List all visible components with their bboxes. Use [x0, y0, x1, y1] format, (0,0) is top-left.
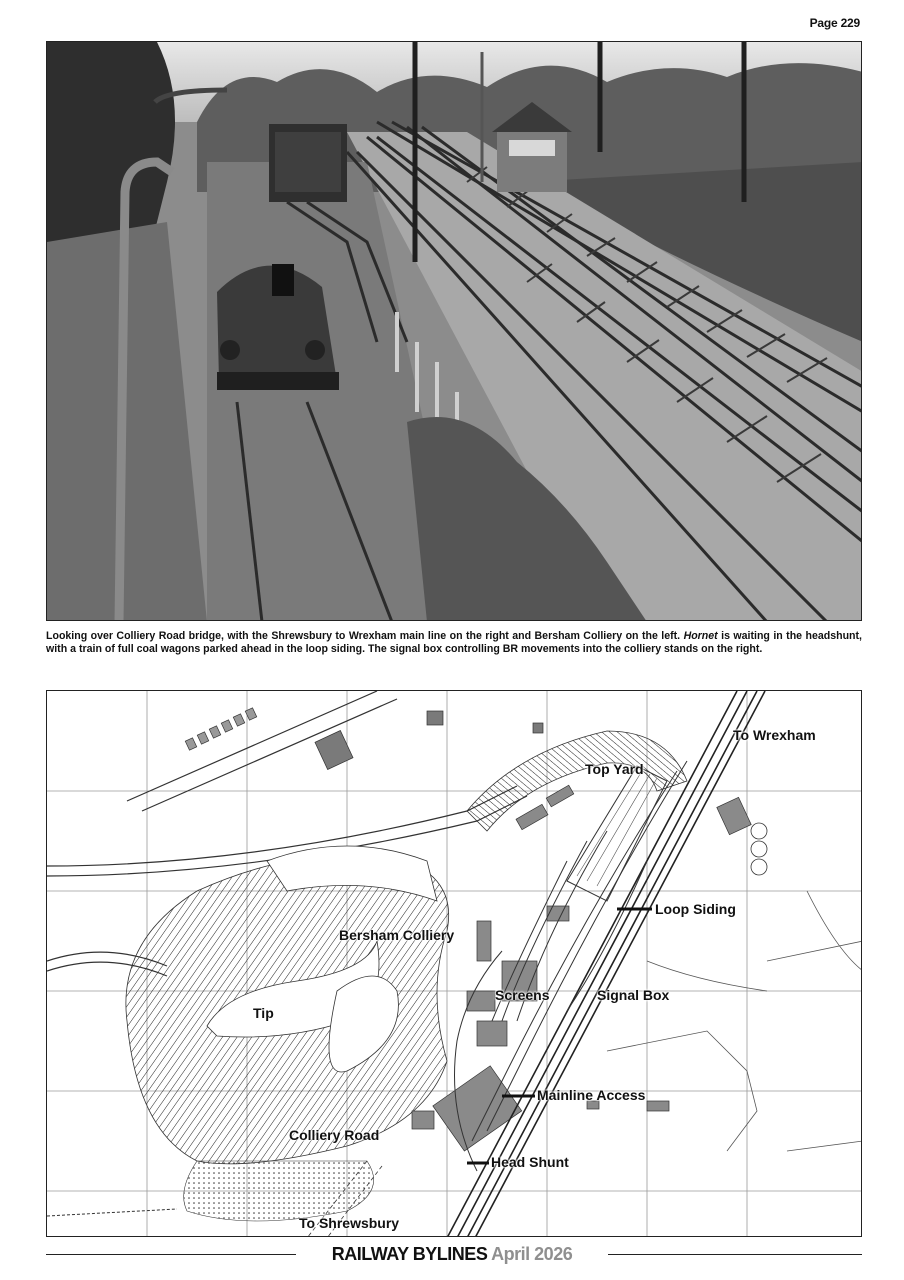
label-mainline-access: Mainline Access: [537, 1087, 646, 1103]
page-footer: [0, 1242, 904, 1268]
label-signal-box: Signal Box: [597, 987, 670, 1003]
photo-caption: [46, 630, 862, 656]
label-to-shrewsbury: To Shrewsbury: [299, 1215, 400, 1231]
label-head-shunt: Head Shunt: [491, 1154, 569, 1170]
label-tip: Tip: [253, 1005, 274, 1021]
label-bersham-colliery: Bersham Colliery: [339, 927, 455, 943]
magazine-issue: April 2026: [491, 1244, 573, 1264]
label-top-yard: Top Yard: [585, 761, 644, 777]
caption-text-1: Looking over Colliery Road bridge, with the Shrewsbury to Wrexham main line on the right and Bersham Colliery on the left.: [46, 630, 684, 642]
footer-masthead: [0, 1244, 904, 1265]
caption-text-2: is waiting in the headshunt, with a train of full coal wagons parked ahead in the loop siding. The signal box controlling BR movements into the colliery stands on the right.: [46, 630, 862, 655]
label-colliery-road: Colliery Road: [289, 1127, 380, 1143]
caption-loco-name: Hornet: [683, 630, 718, 642]
railway-photograph: [46, 41, 862, 621]
page-number: Page 229: [809, 16, 860, 30]
label-loop-siding: Loop Siding: [655, 901, 736, 917]
label-to-wrexham: To Wrexham: [733, 727, 816, 743]
label-screens: Screens: [495, 987, 550, 1003]
magazine-title: RAILWAY BYLINES: [331, 1244, 488, 1264]
colliery-map: [46, 690, 862, 1237]
